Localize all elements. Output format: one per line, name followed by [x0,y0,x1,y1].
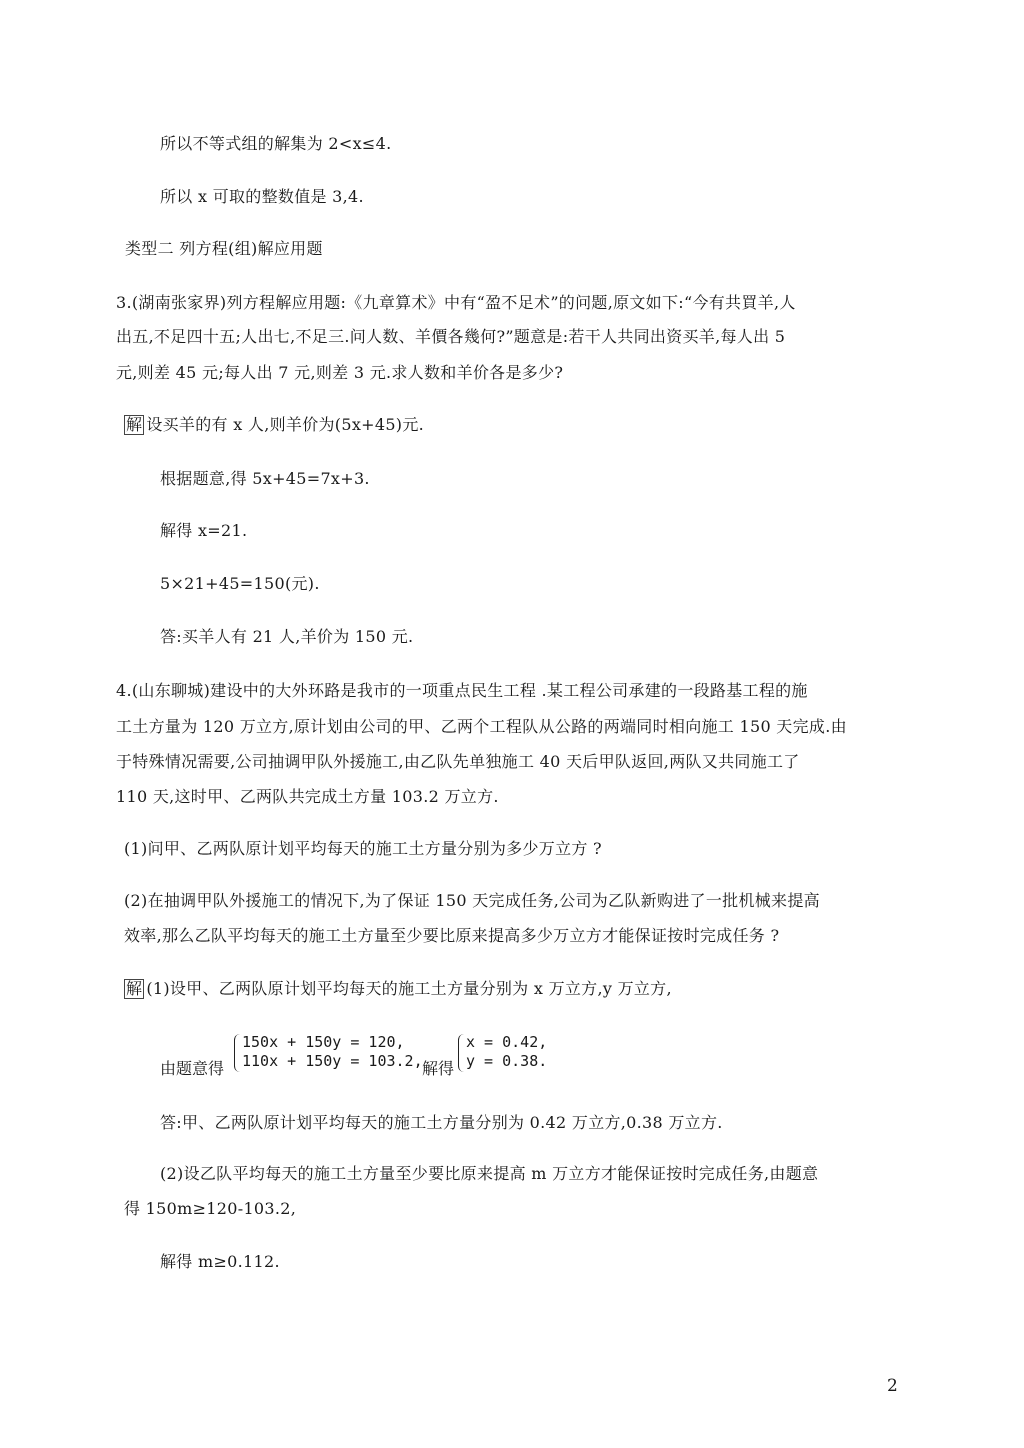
system-mid: 解得 [422,1059,455,1078]
q3-solution-start: 解 设买羊的有 x 人,则羊价为(5x+45)元. [126,415,425,434]
section-heading: 类型二 列方程(组)解应用题 [125,239,323,258]
solution-1: x = 0.42, [466,1033,548,1051]
page-number: 2 [887,1376,898,1396]
q4-solution-start: 解 (1)设甲、乙两队原计划平均每天的施工土方量分别为 x 万立方,y 万立方, [126,979,672,998]
solution-2: y = 0.38. [466,1052,548,1070]
q4-line-4: 110 天,这时甲、乙两队共完成土方量 103.2 万立方. [116,787,499,806]
q3-answer: 答:买羊人有 21 人,羊价为 150 元. [160,627,414,646]
solution-box-label: 解 [126,979,143,998]
system-prefix: 由题意得 [160,1059,225,1078]
q3-solve: 解得 x=21. [160,521,248,540]
q3-equation: 根据题意,得 5x+45=7x+3. [160,469,370,488]
line-1: 所以 x 可取的整数值是 3,4. [160,187,364,206]
q4-part-2-solution-2: 得 150m≥120-103.2, [124,1199,297,1218]
q4-part-2-solution-1: (2)设乙队平均每天的施工土方量至少要比原来提高 m 万立方才能保证按时完成任务,由题意 [160,1164,819,1183]
q3-line-1: 3.(湖南张家界)列方程解应用题:《九章算术》中有“盈不足术”的问题,原文如下:“今有共買羊,人 [116,293,796,312]
equation-system [160,1030,660,1080]
q4-part-1: (1)问甲、乙两队原计划平均每天的施工土方量分别为多少万立方 ? [124,839,602,858]
q4-part-2-line-1: (2)在抽调甲队外援施工的情况下,为了保证 150 天完成任务,公司为乙队新购进了一批机械来提高 [124,891,820,910]
q4-answer-1: 答:甲、乙两队原计划平均每天的施工土方量分别为 0.42 万立方,0.38 万立方. [160,1113,723,1132]
system-equations [242,1033,423,1071]
q3-line-2: 出五,不足四十五;人出七,不足三.问人数、羊價各幾何?”题意是:若干人共同出资买羊,每人出 5 [116,327,786,346]
solution-box-label: 解 [126,415,143,434]
q3-calc: 5×21+45=150(元). [160,574,320,593]
q4-part-2-result: 解得 m≥0.112. [160,1252,280,1271]
system-solutions [466,1033,547,1071]
equation-1: 150x + 150y = 120, [242,1033,405,1051]
q4-line-1: 4.(山东聊城)建设中的大外环路是我市的一项重点民生工程 .某工程公司承建的一段路基工程的施 [116,681,808,700]
q3-line-3: 元,则差 45 元;每人出 7 元,则差 3 元.求人数和羊价各是多少? [116,363,564,382]
q4-part-2-line-2: 效率,那么乙队平均每天的施工土方量至少要比原来提高多少万立方才能保证按时完成任务 ? [124,926,780,945]
equation-2: 110x + 150y = 103.2, [242,1052,423,1070]
q4-line-3: 于特殊情况需要,公司抽调甲队外援施工,由乙队先单独施工 40 天后甲队返回,两队又共同施工了 [116,752,800,771]
line-0: 所以不等式组的解集为 2<x≤4. [160,134,392,153]
q4-line-2: 工土方量为 120 万立方,原计划由公司的甲、乙两个工程队从公路的两端同时相向施工 150 天完成.由 [116,717,847,736]
